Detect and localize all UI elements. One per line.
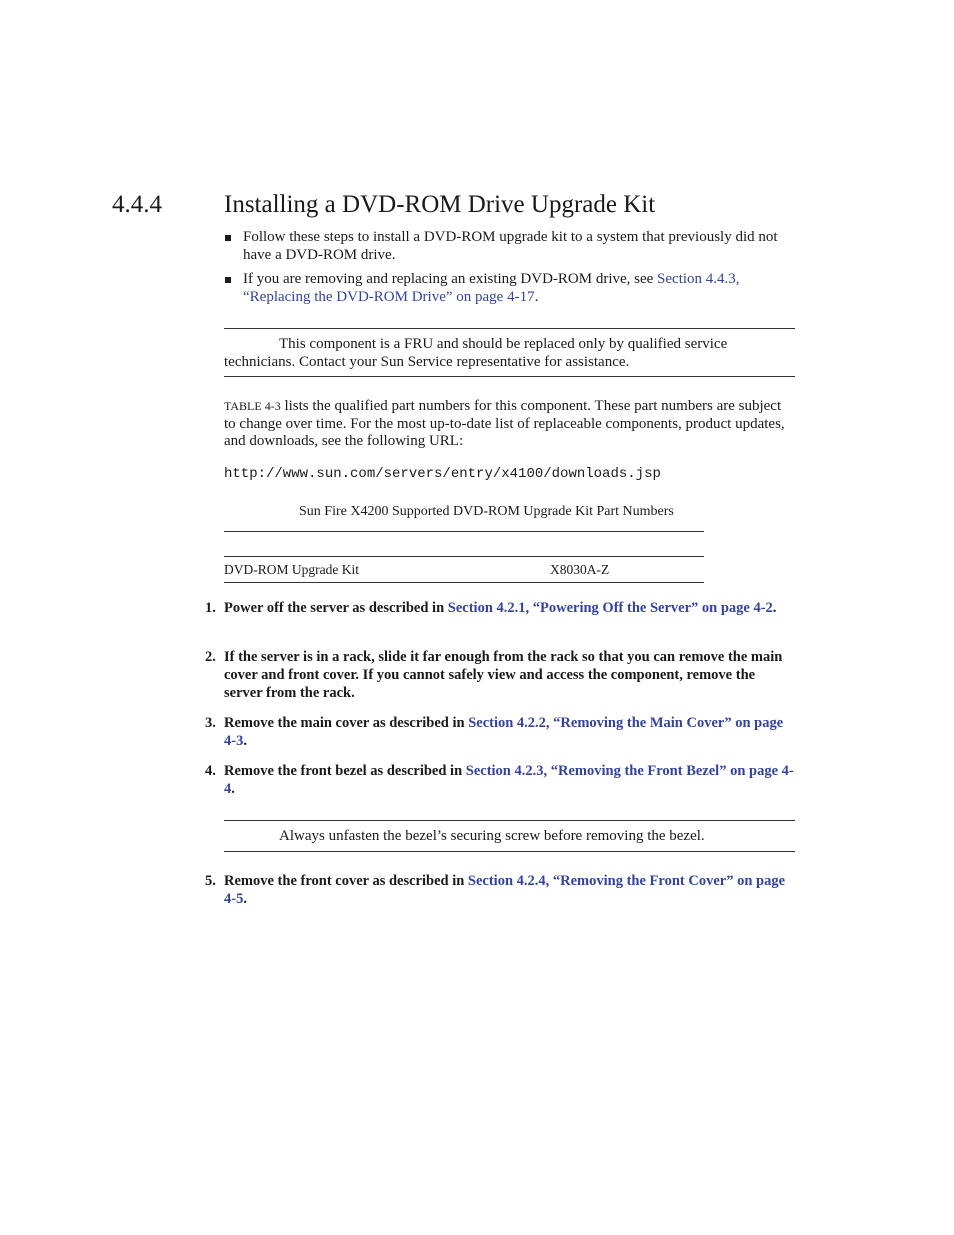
cross-reference-link-4-4-3[interactable]: Section 4.4.3, “Replacing the DVD-ROM Drive” on page 4-17 (243, 271, 740, 305)
bullet-text: Follow these steps to install a DVD-ROM upgrade kit to a system that previously did not have a DVD-ROM drive. (243, 229, 778, 263)
step-text: Remove the main cover as described in (224, 715, 469, 731)
step-number: 2. (205, 649, 216, 665)
downloads-url: http://www.sun.com/servers/entry/x4100/downloads.jsp (224, 466, 661, 482)
intro-paragraph (224, 398, 796, 451)
table-top-rule (224, 531, 704, 532)
bullet-item (224, 228, 796, 264)
table-cell-part: X8030A-Z (550, 562, 610, 577)
step-suffix: . (243, 733, 247, 749)
section-title: Installing a DVD-ROM Drive Upgrade Kit (224, 191, 656, 218)
step-2 (205, 648, 797, 702)
cross-reference-link-4-2-3[interactable]: Section 4.2.3, “Removing the Front Bezel” on page 4-4 (224, 763, 794, 797)
bullet-suffix: . (534, 289, 539, 305)
table-bottom-rule (224, 582, 704, 583)
cross-reference-link-4-2-1[interactable]: Section 4.2.1, “Powering Off the Server” on page 4-2 (447, 600, 773, 616)
step-text: Remove the front bezel as described in (224, 763, 466, 779)
step-suffix: . (243, 891, 247, 907)
cross-reference-link-4-2-4[interactable]: Section 4.2.4, “Removing the Front Cover” on page 4-5 (224, 873, 786, 907)
cross-reference-link-4-2-2[interactable]: Section 4.2.2, “Removing the Main Cover” on page 4-3 (224, 715, 784, 749)
table-caption: Sun Fire X4200 Supported DVD-ROM Upgrade Kit Part Numbers (299, 504, 674, 519)
bullet-item (224, 270, 796, 306)
step-1 (205, 599, 797, 617)
step-number: 1. (205, 600, 216, 616)
caution-note-line-1: This component is a FRU and should be replaced only by qualified service (279, 336, 728, 352)
step-suffix: . (772, 600, 777, 616)
tip-note (224, 820, 795, 852)
bullet-list (224, 228, 796, 312)
step-4 (205, 762, 797, 798)
table-header-rule (224, 556, 704, 557)
step-number: 5. (205, 873, 216, 889)
intro-text: lists the qualified part numbers for this component. These part numbers are subject to change over time. For the most up-to-date list of replaceable components, product updates, and downloads, see the following URL: (224, 398, 785, 449)
step-5 (205, 872, 797, 908)
step-text: If the server is in a rack, slide it far enough from the rack so that you can remove the main cover and front cover. If you cannot safely view and access the component, remove the server from the rack. (224, 649, 783, 701)
step-number: 3. (205, 715, 216, 731)
bullet-text: If you are removing and replacing an existing DVD-ROM drive, see (243, 271, 658, 287)
table-cell-name: DVD-ROM Upgrade Kit (224, 562, 359, 577)
table-reference-link[interactable]: TABLE 4-3 (224, 399, 281, 413)
bullet-square-icon (225, 235, 231, 241)
step-3 (205, 714, 797, 750)
step-number: 4. (205, 763, 216, 779)
bullet-square-icon (225, 277, 231, 283)
step-text: Remove the front cover as described in (224, 873, 468, 889)
step-text: Power off the server as described in (224, 600, 448, 616)
caution-note (224, 328, 795, 377)
caution-note-line-2: technicians. Contact your Sun Service representative for assistance. (224, 354, 630, 370)
tip-note-text: Always unfasten the bezel’s securing screw before removing the bezel. (279, 828, 705, 844)
step-suffix: . (231, 781, 235, 797)
section-number: 4.4.4 (112, 191, 162, 218)
